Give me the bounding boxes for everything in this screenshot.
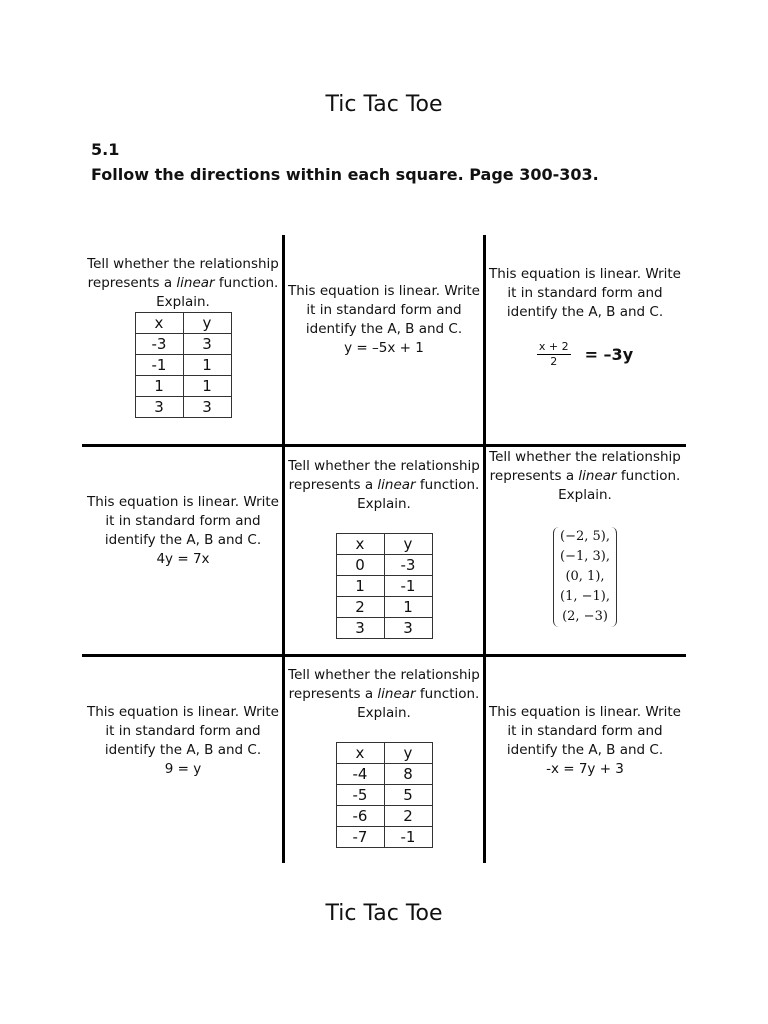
- cell-1-prompt: Tell whether the relationship represents a linear function. Explain.: [87, 256, 279, 310]
- section-heading: [91, 137, 599, 187]
- cell-4-equation: 4y = 7x: [156, 551, 210, 567]
- cell-2-prompt: This equation is linear. Write it in standard form and identify the A, B and C.: [288, 283, 480, 337]
- cell-4: [84, 493, 282, 569]
- section-number: 5.1: [91, 140, 120, 159]
- cell-9-prompt: This equation is linear. Write it in standard form and identify the A, B and C.: [489, 704, 681, 758]
- xy-table: x y -3 3 -1 1 1 1 3 3: [135, 312, 232, 418]
- cell-9: [486, 703, 684, 779]
- directions-text: Follow the directions within each square. Page 300-303.: [91, 165, 599, 184]
- cell-6-prompt: Tell whether the relationship represents a linear function. Explain.: [489, 449, 681, 503]
- cell-9-equation: -x = 7y + 3: [546, 761, 624, 777]
- cell-7: [84, 703, 282, 779]
- xy-table: x y -4 8 -5 5 -6 2 -7 -1: [336, 742, 433, 848]
- tic-tac-toe-board: [82, 235, 686, 863]
- grid-line-horizontal-1: [82, 444, 686, 447]
- cell-5: [285, 457, 483, 639]
- xy-table: x y 0 -3 1 -1 2 1 3 3: [336, 533, 433, 639]
- cell-5-prompt: Tell whether the relationship represents a linear function. Explain.: [288, 458, 480, 512]
- fraction: $\frac{x + 2}{2}$: [538, 340, 569, 368]
- cell-1: [84, 255, 282, 418]
- cell-3: [486, 265, 684, 369]
- grid-line-horizontal-2: [82, 654, 686, 657]
- ordered-pairs-set: (−2, 5), (−1, 3), (0, 1), (1, −1), (2, −3): [553, 527, 617, 627]
- footer-title: Tic Tac Toe: [325, 901, 443, 926]
- cell-3-prompt: This equation is linear. Write it in standard form and identify the A, B and C.: [489, 266, 681, 320]
- cell-8: [285, 666, 483, 848]
- cell-2-equation: y = –5x + 1: [344, 340, 424, 356]
- cell-3-equation: $\frac{x + 2}{2}$ = –3y: [538, 340, 634, 368]
- cell-2: [285, 282, 483, 358]
- page-title: Tic Tac Toe: [325, 92, 443, 117]
- cell-4-prompt: This equation is linear. Write it in standard form and identify the A, B and C.: [87, 494, 279, 548]
- cell-7-prompt: This equation is linear. Write it in standard form and identify the A, B and C.: [87, 704, 279, 758]
- cell-8-prompt: Tell whether the relationship represents a linear function. Explain.: [288, 667, 480, 721]
- cell-6: [486, 448, 684, 627]
- cell-7-equation: 9 = y: [164, 761, 202, 777]
